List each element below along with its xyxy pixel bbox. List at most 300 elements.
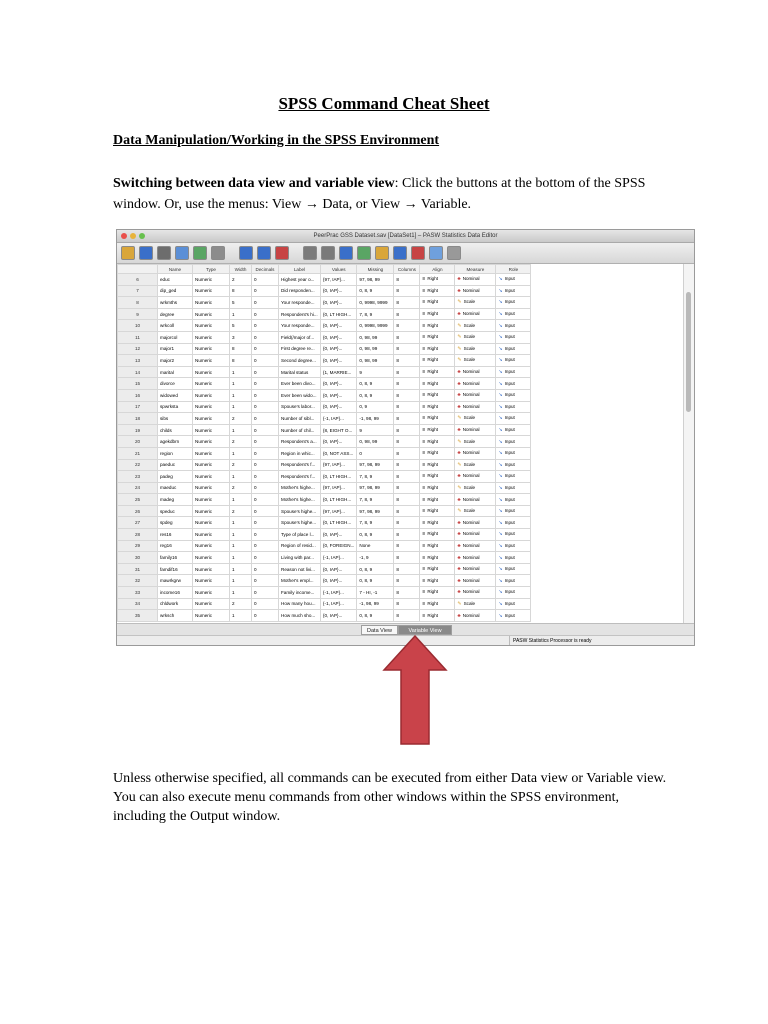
- table-cell[interactable]: [279, 424, 321, 436]
- table-cell[interactable]: [279, 389, 321, 401]
- table-cell[interactable]: [357, 482, 394, 494]
- table-cell[interactable]: [158, 401, 193, 413]
- table-cell[interactable]: [455, 308, 496, 320]
- table-cell[interactable]: [230, 494, 252, 506]
- table-cell[interactable]: [158, 459, 193, 471]
- table-cell[interactable]: [357, 285, 394, 297]
- table-cell[interactable]: [193, 424, 230, 436]
- table-cell[interactable]: [496, 331, 531, 343]
- table-cell[interactable]: [394, 320, 420, 332]
- table-cell[interactable]: [357, 366, 394, 378]
- row-number[interactable]: [118, 587, 158, 599]
- table-cell[interactable]: [193, 575, 230, 587]
- table-cell[interactable]: [357, 598, 394, 610]
- table-cell[interactable]: [230, 505, 252, 517]
- table-cell[interactable]: [455, 401, 496, 413]
- table-cell[interactable]: [496, 494, 531, 506]
- table-cell[interactable]: [321, 436, 357, 448]
- table-cell[interactable]: [230, 308, 252, 320]
- table-cell[interactable]: [420, 308, 455, 320]
- table-cell[interactable]: [420, 366, 455, 378]
- table-cell[interactable]: [496, 517, 531, 529]
- row-number[interactable]: [118, 598, 158, 610]
- table-cell[interactable]: [158, 598, 193, 610]
- table-cell[interactable]: [230, 471, 252, 483]
- table-row[interactable]: [118, 320, 531, 332]
- table-cell[interactable]: [455, 610, 496, 622]
- table-cell[interactable]: [252, 355, 279, 367]
- table-cell[interactable]: [158, 366, 193, 378]
- use-sets-icon[interactable]: [429, 246, 443, 260]
- table-cell[interactable]: [252, 297, 279, 309]
- table-cell[interactable]: [455, 331, 496, 343]
- table-cell[interactable]: [496, 482, 531, 494]
- table-row[interactable]: [118, 598, 531, 610]
- table-cell[interactable]: [357, 563, 394, 575]
- table-cell[interactable]: [252, 274, 279, 286]
- table-cell[interactable]: [420, 459, 455, 471]
- row-number[interactable]: [118, 308, 158, 320]
- table-row[interactable]: [118, 494, 531, 506]
- table-cell[interactable]: [394, 343, 420, 355]
- table-cell[interactable]: [193, 471, 230, 483]
- table-cell[interactable]: [394, 424, 420, 436]
- table-cell[interactable]: [420, 355, 455, 367]
- table-cell[interactable]: [394, 285, 420, 297]
- split-file-icon[interactable]: [357, 246, 371, 260]
- table-cell[interactable]: [496, 610, 531, 622]
- table-cell[interactable]: [252, 552, 279, 564]
- row-number[interactable]: [118, 552, 158, 564]
- table-cell[interactable]: [357, 575, 394, 587]
- table-cell[interactable]: [279, 482, 321, 494]
- table-cell[interactable]: [158, 331, 193, 343]
- table-cell[interactable]: [357, 552, 394, 564]
- insert-cases-icon[interactable]: [321, 246, 335, 260]
- table-cell[interactable]: [158, 540, 193, 552]
- table-cell[interactable]: [193, 529, 230, 541]
- table-cell[interactable]: [394, 482, 420, 494]
- table-row[interactable]: [118, 389, 531, 401]
- table-cell[interactable]: [230, 575, 252, 587]
- scrollbar-thumb[interactable]: [686, 292, 691, 412]
- column-header[interactable]: Values: [321, 265, 357, 274]
- table-cell[interactable]: [357, 610, 394, 622]
- table-cell[interactable]: [158, 436, 193, 448]
- table-cell[interactable]: [230, 297, 252, 309]
- row-number[interactable]: [118, 575, 158, 587]
- table-cell[interactable]: [357, 355, 394, 367]
- table-cell[interactable]: [230, 320, 252, 332]
- row-number[interactable]: [118, 343, 158, 355]
- table-cell[interactable]: [357, 505, 394, 517]
- table-cell[interactable]: [321, 343, 357, 355]
- table-cell[interactable]: [420, 598, 455, 610]
- table-cell[interactable]: [321, 308, 357, 320]
- table-row[interactable]: [118, 447, 531, 459]
- table-cell[interactable]: [158, 355, 193, 367]
- table-cell[interactable]: [193, 378, 230, 390]
- table-cell[interactable]: [252, 285, 279, 297]
- table-cell[interactable]: [455, 529, 496, 541]
- table-cell[interactable]: [420, 540, 455, 552]
- table-cell[interactable]: [321, 297, 357, 309]
- table-cell[interactable]: [321, 366, 357, 378]
- table-cell[interactable]: [193, 343, 230, 355]
- table-cell[interactable]: [279, 436, 321, 448]
- table-cell[interactable]: [252, 587, 279, 599]
- table-cell[interactable]: [193, 297, 230, 309]
- table-cell[interactable]: [230, 529, 252, 541]
- row-number[interactable]: [118, 285, 158, 297]
- table-cell[interactable]: [357, 343, 394, 355]
- table-cell[interactable]: [193, 285, 230, 297]
- table-cell[interactable]: [158, 587, 193, 599]
- table-cell[interactable]: [158, 424, 193, 436]
- table-cell[interactable]: [394, 587, 420, 599]
- table-row[interactable]: [118, 575, 531, 587]
- table-cell[interactable]: [455, 494, 496, 506]
- table-cell[interactable]: [279, 494, 321, 506]
- table-cell[interactable]: [357, 389, 394, 401]
- table-cell[interactable]: [279, 401, 321, 413]
- table-cell[interactable]: [158, 482, 193, 494]
- table-cell[interactable]: [455, 517, 496, 529]
- table-cell[interactable]: [230, 378, 252, 390]
- table-cell[interactable]: [455, 575, 496, 587]
- table-cell[interactable]: [193, 389, 230, 401]
- minimize-button-icon[interactable]: [130, 233, 136, 239]
- table-row[interactable]: [118, 424, 531, 436]
- table-cell[interactable]: [357, 274, 394, 286]
- table-cell[interactable]: [496, 366, 531, 378]
- table-row[interactable]: [118, 529, 531, 541]
- table-cell[interactable]: [496, 389, 531, 401]
- table-cell[interactable]: [230, 610, 252, 622]
- table-cell[interactable]: [420, 552, 455, 564]
- table-cell[interactable]: [321, 563, 357, 575]
- row-number[interactable]: [118, 355, 158, 367]
- table-cell[interactable]: [230, 459, 252, 471]
- table-cell[interactable]: [321, 494, 357, 506]
- table-cell[interactable]: [193, 331, 230, 343]
- table-cell[interactable]: [420, 401, 455, 413]
- table-row[interactable]: [118, 552, 531, 564]
- table-cell[interactable]: [496, 505, 531, 517]
- table-cell[interactable]: [357, 331, 394, 343]
- table-cell[interactable]: [455, 366, 496, 378]
- table-cell[interactable]: [230, 274, 252, 286]
- table-cell[interactable]: [321, 575, 357, 587]
- print-icon[interactable]: [157, 246, 171, 260]
- table-cell[interactable]: [193, 552, 230, 564]
- table-cell[interactable]: [279, 378, 321, 390]
- table-cell[interactable]: [394, 401, 420, 413]
- maximize-button-icon[interactable]: [139, 233, 145, 239]
- table-row[interactable]: [118, 297, 531, 309]
- table-cell[interactable]: [496, 471, 531, 483]
- table-cell[interactable]: [455, 540, 496, 552]
- table-cell[interactable]: [496, 459, 531, 471]
- table-cell[interactable]: [496, 598, 531, 610]
- table-cell[interactable]: [394, 331, 420, 343]
- undo-icon[interactable]: [193, 246, 207, 260]
- table-cell[interactable]: [279, 297, 321, 309]
- table-cell[interactable]: [357, 529, 394, 541]
- table-cell[interactable]: [230, 482, 252, 494]
- table-cell[interactable]: [193, 610, 230, 622]
- table-cell[interactable]: [420, 517, 455, 529]
- table-cell[interactable]: [158, 308, 193, 320]
- row-number[interactable]: [118, 389, 158, 401]
- table-cell[interactable]: [394, 274, 420, 286]
- table-cell[interactable]: [193, 320, 230, 332]
- table-cell[interactable]: [357, 297, 394, 309]
- table-cell[interactable]: [252, 366, 279, 378]
- row-number[interactable]: [118, 505, 158, 517]
- table-cell[interactable]: [321, 529, 357, 541]
- table-cell[interactable]: [357, 378, 394, 390]
- table-cell[interactable]: [158, 285, 193, 297]
- table-cell[interactable]: [455, 436, 496, 448]
- table-cell[interactable]: [252, 378, 279, 390]
- table-cell[interactable]: [420, 274, 455, 286]
- table-cell[interactable]: [321, 285, 357, 297]
- table-row[interactable]: [118, 482, 531, 494]
- table-cell[interactable]: [230, 517, 252, 529]
- table-cell[interactable]: [321, 552, 357, 564]
- table-cell[interactable]: [496, 447, 531, 459]
- table-cell[interactable]: [394, 575, 420, 587]
- table-cell[interactable]: [321, 355, 357, 367]
- table-cell[interactable]: [496, 355, 531, 367]
- table-cell[interactable]: [321, 274, 357, 286]
- table-row[interactable]: [118, 505, 531, 517]
- table-cell[interactable]: [357, 540, 394, 552]
- table-cell[interactable]: [279, 598, 321, 610]
- table-row[interactable]: [118, 285, 531, 297]
- table-cell[interactable]: [394, 436, 420, 448]
- table-cell[interactable]: [230, 587, 252, 599]
- row-number[interactable]: [118, 401, 158, 413]
- row-number[interactable]: [118, 517, 158, 529]
- table-cell[interactable]: [279, 529, 321, 541]
- table-cell[interactable]: [420, 389, 455, 401]
- table-cell[interactable]: [230, 285, 252, 297]
- table-cell[interactable]: [193, 505, 230, 517]
- table-cell[interactable]: [321, 320, 357, 332]
- table-cell[interactable]: [230, 355, 252, 367]
- table-row[interactable]: [118, 413, 531, 425]
- table-cell[interactable]: [420, 320, 455, 332]
- table-cell[interactable]: [420, 575, 455, 587]
- row-number[interactable]: [118, 297, 158, 309]
- table-cell[interactable]: [394, 413, 420, 425]
- row-number[interactable]: [118, 563, 158, 575]
- table-cell[interactable]: [158, 471, 193, 483]
- table-cell[interactable]: [193, 482, 230, 494]
- table-cell[interactable]: [321, 424, 357, 436]
- table-cell[interactable]: [158, 389, 193, 401]
- table-cell[interactable]: [321, 610, 357, 622]
- table-cell[interactable]: [420, 436, 455, 448]
- variables-icon[interactable]: [275, 246, 289, 260]
- table-row[interactable]: [118, 436, 531, 448]
- table-cell[interactable]: [158, 505, 193, 517]
- table-row[interactable]: [118, 331, 531, 343]
- table-cell[interactable]: [252, 436, 279, 448]
- row-number[interactable]: [118, 540, 158, 552]
- row-number[interactable]: [118, 366, 158, 378]
- table-cell[interactable]: [230, 331, 252, 343]
- table-cell[interactable]: [252, 343, 279, 355]
- table-cell[interactable]: [394, 297, 420, 309]
- table-cell[interactable]: [158, 413, 193, 425]
- table-row[interactable]: [118, 366, 531, 378]
- tab-variable-view[interactable]: Variable View: [398, 625, 452, 635]
- table-cell[interactable]: [279, 471, 321, 483]
- table-cell[interactable]: [193, 401, 230, 413]
- table-cell[interactable]: [394, 529, 420, 541]
- table-cell[interactable]: [394, 494, 420, 506]
- table-cell[interactable]: [252, 447, 279, 459]
- table-cell[interactable]: [455, 587, 496, 599]
- table-cell[interactable]: [496, 285, 531, 297]
- table-cell[interactable]: [496, 424, 531, 436]
- table-cell[interactable]: [279, 587, 321, 599]
- table-cell[interactable]: [455, 505, 496, 517]
- table-cell[interactable]: [321, 598, 357, 610]
- goto-case-icon[interactable]: [239, 246, 253, 260]
- table-cell[interactable]: [230, 413, 252, 425]
- table-cell[interactable]: [455, 552, 496, 564]
- table-cell[interactable]: [230, 552, 252, 564]
- table-cell[interactable]: [158, 378, 193, 390]
- table-cell[interactable]: [394, 366, 420, 378]
- table-cell[interactable]: [455, 563, 496, 575]
- table-cell[interactable]: [496, 436, 531, 448]
- table-cell[interactable]: [321, 482, 357, 494]
- table-cell[interactable]: [193, 366, 230, 378]
- table-cell[interactable]: [230, 540, 252, 552]
- table-cell[interactable]: [193, 274, 230, 286]
- table-cell[interactable]: [496, 552, 531, 564]
- table-cell[interactable]: [279, 610, 321, 622]
- column-header[interactable]: Measure: [455, 265, 496, 274]
- column-header[interactable]: Role: [496, 265, 531, 274]
- table-cell[interactable]: [252, 505, 279, 517]
- save-icon[interactable]: [139, 246, 153, 260]
- table-cell[interactable]: [394, 355, 420, 367]
- column-header[interactable]: Align: [420, 265, 455, 274]
- table-row[interactable]: [118, 540, 531, 552]
- table-cell[interactable]: [394, 447, 420, 459]
- table-row[interactable]: [118, 308, 531, 320]
- table-cell[interactable]: [357, 401, 394, 413]
- table-cell[interactable]: [394, 505, 420, 517]
- table-cell[interactable]: [252, 529, 279, 541]
- open-folder-icon[interactable]: [121, 246, 135, 260]
- table-cell[interactable]: [279, 320, 321, 332]
- table-cell[interactable]: [193, 447, 230, 459]
- table-cell[interactable]: [193, 517, 230, 529]
- table-cell[interactable]: [279, 343, 321, 355]
- table-cell[interactable]: [252, 424, 279, 436]
- table-cell[interactable]: [420, 285, 455, 297]
- table-cell[interactable]: [252, 610, 279, 622]
- table-cell[interactable]: [279, 413, 321, 425]
- table-cell[interactable]: [193, 436, 230, 448]
- table-cell[interactable]: [252, 308, 279, 320]
- table-cell[interactable]: [230, 366, 252, 378]
- table-cell[interactable]: [158, 575, 193, 587]
- table-cell[interactable]: [455, 285, 496, 297]
- table-cell[interactable]: [455, 343, 496, 355]
- close-button-icon[interactable]: [121, 233, 127, 239]
- row-number[interactable]: [118, 610, 158, 622]
- column-header[interactable]: Type: [193, 265, 230, 274]
- row-number[interactable]: [118, 494, 158, 506]
- table-cell[interactable]: [420, 587, 455, 599]
- table-row[interactable]: [118, 517, 531, 529]
- table-cell[interactable]: [420, 471, 455, 483]
- table-cell[interactable]: [357, 517, 394, 529]
- table-row[interactable]: [118, 459, 531, 471]
- table-cell[interactable]: [455, 471, 496, 483]
- row-number[interactable]: [118, 331, 158, 343]
- table-cell[interactable]: [420, 424, 455, 436]
- table-cell[interactable]: [357, 447, 394, 459]
- row-number[interactable]: [118, 447, 158, 459]
- table-row[interactable]: [118, 401, 531, 413]
- table-cell[interactable]: [420, 413, 455, 425]
- find-icon[interactable]: [303, 246, 317, 260]
- table-cell[interactable]: [455, 297, 496, 309]
- table-cell[interactable]: [193, 540, 230, 552]
- table-cell[interactable]: [279, 355, 321, 367]
- table-cell[interactable]: [496, 297, 531, 309]
- table-cell[interactable]: [420, 482, 455, 494]
- redo-icon[interactable]: [211, 246, 225, 260]
- row-number[interactable]: [118, 471, 158, 483]
- table-cell[interactable]: [496, 378, 531, 390]
- table-cell[interactable]: [420, 378, 455, 390]
- table-cell[interactable]: [496, 413, 531, 425]
- table-row[interactable]: [118, 343, 531, 355]
- table-cell[interactable]: [420, 494, 455, 506]
- table-cell[interactable]: [279, 308, 321, 320]
- table-cell[interactable]: [420, 610, 455, 622]
- weight-cases-icon[interactable]: [375, 246, 389, 260]
- column-header[interactable]: Decimals: [252, 265, 279, 274]
- table-cell[interactable]: [496, 529, 531, 541]
- table-cell[interactable]: [321, 517, 357, 529]
- table-row[interactable]: [118, 587, 531, 599]
- table-cell[interactable]: [230, 389, 252, 401]
- table-cell[interactable]: [455, 389, 496, 401]
- column-header[interactable]: Width: [230, 265, 252, 274]
- table-cell[interactable]: [158, 610, 193, 622]
- table-cell[interactable]: [279, 563, 321, 575]
- table-cell[interactable]: [158, 494, 193, 506]
- table-cell[interactable]: [193, 413, 230, 425]
- table-cell[interactable]: [230, 436, 252, 448]
- table-cell[interactable]: [158, 297, 193, 309]
- table-cell[interactable]: [158, 552, 193, 564]
- table-cell[interactable]: [357, 494, 394, 506]
- column-header[interactable]: Missing: [357, 265, 394, 274]
- table-cell[interactable]: [321, 447, 357, 459]
